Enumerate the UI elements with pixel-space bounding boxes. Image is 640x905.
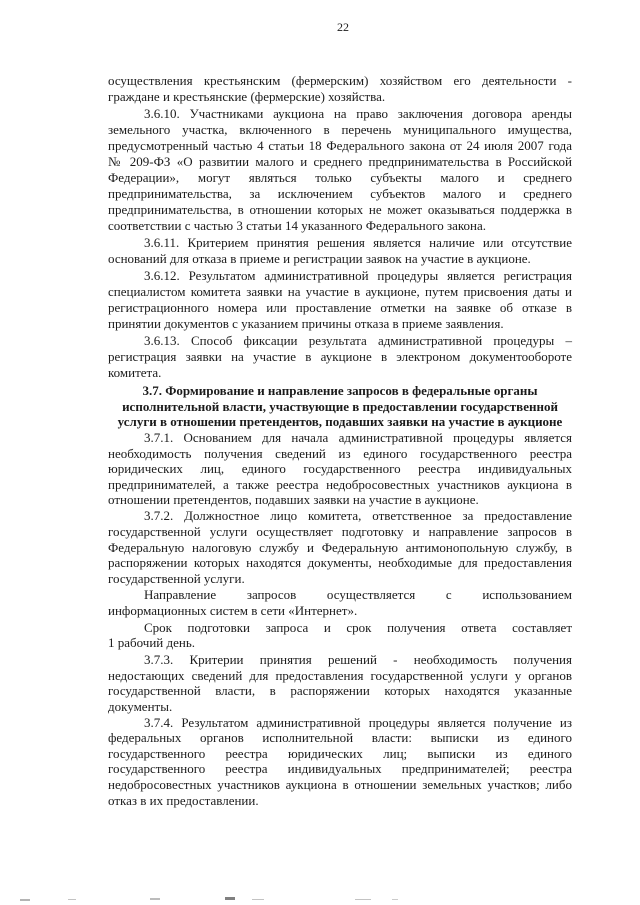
section-3-7: [108, 383, 572, 808]
text-line: государственного реестра индивидуальных предпринимателей; реестра: [108, 761, 572, 777]
text-line: недостающих сведений для предоставления государственной услуги у органов: [108, 667, 572, 683]
text-line: земельного участка, включенного в перечень муниципального имущества,: [108, 122, 572, 137]
text-line: отказ в их предоставлении.: [108, 792, 259, 808]
paragraph-continuation: [108, 73, 572, 105]
scan-noise-mark: [392, 899, 398, 900]
page-number: 22: [337, 20, 349, 34]
text-line: комитета.: [108, 365, 162, 380]
text-line: 3.7.3. Критерии принятия решений - необходимость получения: [144, 652, 572, 668]
paragraph-3-7-1: [108, 430, 572, 508]
text-line: федеральных органов исполнительной власти: выписки из единого: [108, 730, 572, 746]
section-3-6: [108, 73, 572, 381]
scan-noise-mark: [225, 897, 235, 900]
text-line: государственной услуги осуществляет подготовку и направление запросов в: [108, 524, 572, 540]
text-line: предпринимательства, за исключением субъектов малого и среднего: [108, 186, 572, 201]
text-line: 3.6.10. Участниками аукциона на право заключения договора аренды: [144, 106, 572, 121]
text-line: распоряжении которых находятся документы, необходимые для предоставления: [108, 555, 572, 571]
text-line: Срок подготовки запроса и срок получения ответа составляет: [144, 619, 572, 635]
text-line: 3.7.4. Результатом административной процедуры является получение из: [144, 714, 572, 730]
text-line: регистрационного номера или проставление отметки на заявке об отказе в: [108, 300, 572, 315]
text-line: предусмотренный частью 4 статьи 18 Федерального закона от 24 июля 2007 года: [108, 138, 572, 153]
text-line: № 209-ФЗ «О развитии малого и среднего предпринимательства в Российской: [108, 154, 572, 169]
paragraph-3-6-12: [108, 268, 572, 332]
text-line: 1 рабочий день.: [108, 635, 196, 651]
scan-noise-mark: [68, 899, 76, 900]
text-line: государственной услуги.: [108, 570, 245, 586]
paragraph-requests-method: [108, 587, 572, 618]
text-line: предпринимательства, в отношении которых не может оказываться поддержка в: [108, 202, 572, 217]
paragraph-3-6-11: [108, 235, 572, 267]
paragraph-3-7-2: [108, 508, 572, 586]
scan-noise-mark: [252, 899, 264, 900]
text-line: недобросовестных участников аукциона в отношении земельных участков; либо: [108, 777, 572, 793]
text-line: 3.6.12. Результатом административной процедуры является регистрация: [144, 268, 572, 283]
text-line: соответствии с частью 3 статьи 14 указанного Федерального закона.: [108, 218, 487, 233]
text-line: документы.: [108, 699, 173, 715]
heading-line: 3.7. Формирование и направление запросов в федеральные органы: [142, 383, 538, 399]
text-line: оснований для отказа в приеме и регистрации заявок на участие в аукционе.: [108, 251, 531, 266]
text-line: Федерации», могут являться только субъекты малого и среднего: [108, 170, 572, 185]
text-line: регистрация заявки на участие в аукционе в электроном документообороте: [108, 349, 572, 364]
text-line: 3.7.1. Основанием для начала административной процедуры является: [144, 429, 572, 445]
text-line: осуществления крестьянским (фермерским) хозяйством его деятельности -: [108, 73, 572, 88]
text-line: предпринимателей, а также реестра недобросовестных участников аукциона в: [108, 476, 572, 492]
text-line: информационных систем в сети «Интернет».: [108, 603, 358, 618]
heading-line: исполнительной власти, участвующие в предоставлении государственной: [122, 398, 558, 414]
text-line: 3.6.11. Критерием принятия решения является наличие или отсутствие: [144, 235, 572, 250]
text-line: 3.6.13. Способ фиксации результата административной процедуры –: [144, 333, 572, 348]
text-line: Федеральную налоговую службу и Федеральную антимонопольную службу, в: [108, 539, 572, 555]
scan-noise-mark: [150, 898, 160, 900]
text-line: отношении претендентов, подавших заявки на участие в аукционе.: [108, 492, 479, 508]
paragraph-3-6-10: [108, 106, 572, 234]
text-line: специалистом комитета заявки на участие в аукционе, путем присвоения даты и: [108, 284, 572, 299]
text-line: 3.7.2. Должностное лицо комитета, ответственное за предоставление: [144, 508, 572, 524]
paragraph-3-7-3: [108, 652, 572, 714]
scan-noise-mark: [355, 899, 371, 900]
heading-line: услуги в отношении претендентов, подавших заявки на участие в аукционе: [117, 414, 563, 430]
scan-noise-mark: [20, 899, 30, 901]
text-line: принятии документов с указанием причины отказа в приеме заявления.: [108, 316, 504, 331]
text-line: необходимость получения сведений из единого государственного реестра: [108, 445, 572, 461]
text-line: граждане и крестьянские (фермерские) хозяйства.: [108, 89, 386, 104]
text-line: государственного реестра юридических лиц; выписки из единого: [108, 745, 572, 761]
text-line: Направление запросов осуществляется с использованием: [144, 587, 572, 603]
paragraph-requests-deadline: [108, 620, 572, 651]
paragraph-3-7-4: [108, 715, 572, 809]
text-line: государственной власти, в распоряжении которых находятся указанные: [108, 683, 572, 699]
paragraph-3-6-13: [108, 333, 572, 381]
text-line: юридических лиц, единого государственного реестра индивидуальных: [108, 461, 572, 477]
section-heading: [108, 383, 572, 430]
